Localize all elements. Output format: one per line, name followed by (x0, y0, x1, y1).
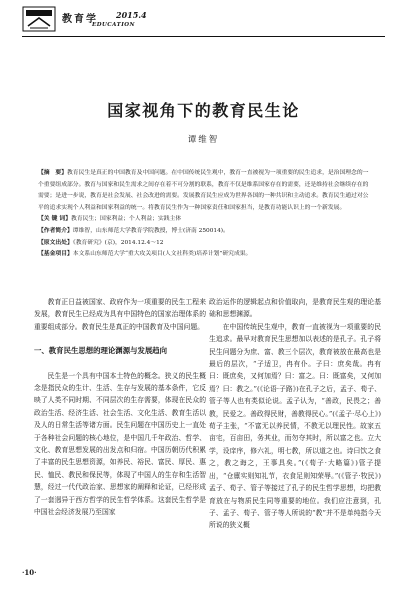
body-column-right (209, 296, 381, 532)
keywords-text: 教育民生；国家利益；个人利益；实践主体 (71, 216, 182, 223)
body-paragraph: 民生是一个具有中国本土特色的概念。狭义的民生概念是指民众的生计、生活、生存与发展的基本条件，它反映了人类不同时期、不同层次的生存需要，体现在民众的政治生活、经济生活、社会生活、文化生活、教育生活以及人的日常生活等诸方面。民生问题在中国历史上一直处于各种社会问题的核心地位，是中国几千年政治、哲学、文化、教育思想发展的出发点和归宿。中国历朝历代积累了丰富的民生思想资源，如养民、裕民、富民、厚民、惠民、恤民、教民和保民等，体现了中国人的生存和生活智慧，经过一代代政治家、思想家的阐释和论证，已经形成了一套迥异于西方哲学的民生哲学体系。这套民生哲学是中国社会经济发展乃至国家 (34, 371, 206, 517)
article-title: 国家视角下的教育民生论 (107, 101, 300, 120)
fund-label: 【基金项目】 (38, 251, 73, 258)
abstract-label: 【摘 要】 (38, 170, 67, 176)
body-column-left (34, 296, 206, 519)
source-label: 【原文出处】 (38, 239, 73, 246)
body-paragraph: 在中国传统民生观中，教育一直被视为一项重要的民生追求。最早对教育民生思想加以表述的是孔子。孔子将民生问题分为庶、富、教三个层次，教育被放在最高也是最后的层次，“子适卫，冉有仆。子曰：庶矣哉。冉有曰：既庶矣，又何加焉？曰：富之。曰：既富矣，又何加焉？曰：教之。”(《论语·子路》)在孔子之后，孟子、荀子、管子等人也有类似论说。孟子认为，“善政，民畏之；善教，民爱之。善政得民财，善教得民心。”(《孟子·尽心上》)荀子主张，“不富无以养民情，不教无以理民性。故家五亩宅，百亩田，务其业，而勿夺其时，所以富之也。立大学，设庠序，修六礼，明七教，所以道之也。诗曰饮之食之，教之诲之，王事具矣。”(《荀子·大略篇》)管子提出，“仓廪实则知礼节，衣食足则知荣辱。”(《管子·牧民》)孟子、荀子、管子等接过了孔子的民生哲学思想，均把教育放在与物质民生同等重要的地位。我们应注意到，孔子、孟子、荀子、管子等人所说的“教”并不是单纯指今天所说的狭义概 (209, 322, 381, 530)
abstract-text: 教育民生是真正的中国教育及中国问题。在中国传统民生观中，教育一直被视为一项重要的民生追求，是治国理念的一个重要组成部分。教育与国家和民生需求之间存在着不可分割的联系，教育不仅是维系国家存在的需要，还是维持社会继续存在的需要；是进一步说，教育是社会发展、社会改进的需要。发展教育民生应成为世界各国的一种共识和主动追求。教育民生通过对公平的追求实现个人利益和国家利益的统一。将教育民生作为一种国家责任和国家担当，是教育功能认识上的一个新发展。 (38, 170, 369, 211)
source-text: 《教育研究》(京)，2014.12.4～12 (72, 239, 164, 246)
author-info (38, 226, 373, 238)
article-author: 谭维智 (187, 135, 220, 145)
body-paragraph: 教育正日益被国家、政府作为一项重要的民生工程来发展，教育民生已经成为具有中国特色的国家治理体系的重要组成部分。教育民生是真正的中国教育及中国问题。 (34, 298, 206, 331)
journal-name: 教育学 (62, 14, 98, 25)
keywords-label: 【关 键 词】 (38, 216, 72, 223)
abstract (38, 168, 373, 214)
journal-issue: 2015.4 (116, 10, 147, 20)
fund-text: 本文系山东师范大学“重大攻关项目(人文社科类)培养计划”研究成果。 (72, 251, 252, 258)
article-metadata (38, 168, 373, 261)
journal-header (22, 6, 385, 38)
author-info-label: 【作者简介】 (38, 227, 73, 234)
author-info-text: 谭维智，山东师范大学教育学院教授，博士(济南 250014)。 (72, 227, 229, 234)
journal-subtitle: EDUCATION (92, 22, 136, 28)
section-heading: 一、教育民生思想的理论渊源与发展趋向 (34, 346, 168, 356)
fund (38, 249, 373, 261)
source (38, 238, 373, 250)
journal-logo-icon (22, 6, 56, 32)
page-number: ·10· (22, 568, 37, 577)
keywords (38, 214, 373, 226)
body-paragraph: 政治运作的逻辑起点和价值取向，是教育民生观的理论基础和思想渊源。 (209, 298, 381, 319)
header-rule (22, 36, 385, 37)
